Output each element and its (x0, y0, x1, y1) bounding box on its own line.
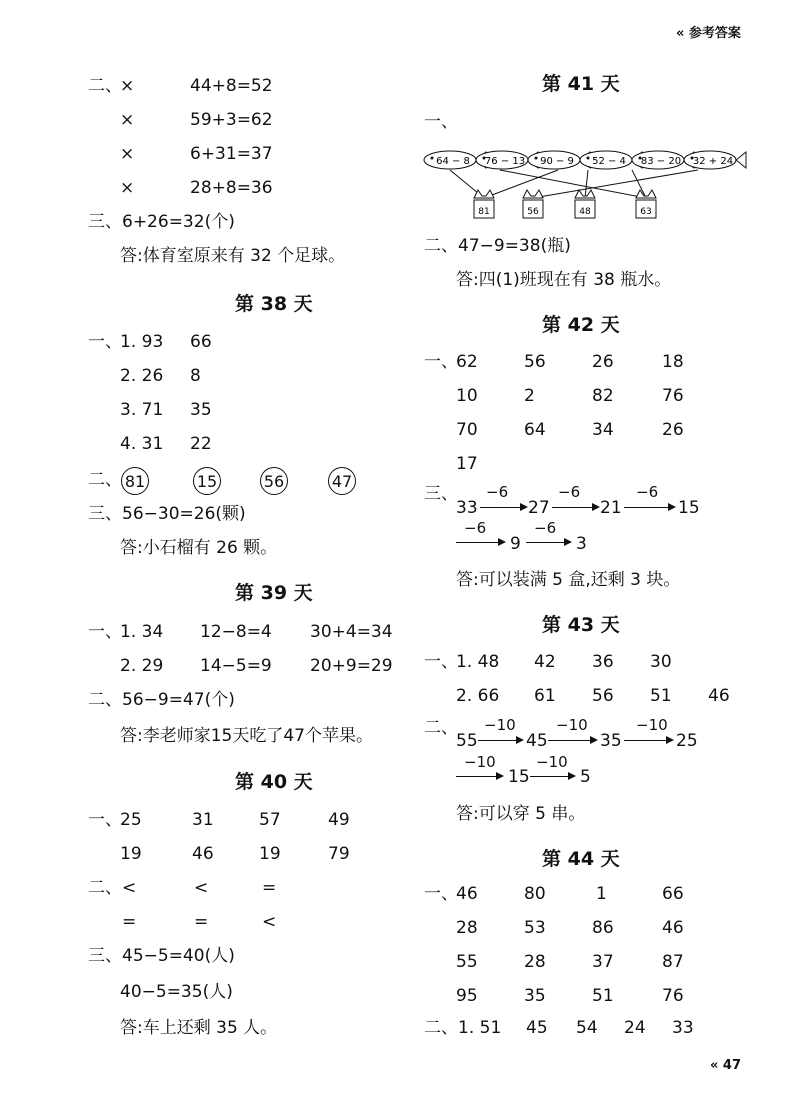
d40-san1: 三、45−5=40(人) (88, 946, 235, 966)
chain-arrow (456, 776, 502, 777)
d44-cell: 37 (592, 952, 614, 972)
d40-yi-cell: 19 (120, 844, 142, 864)
d38-er-label: 二、 (88, 470, 122, 490)
chain-value: 27 (528, 498, 550, 518)
d44-cell: 76 (662, 986, 684, 1006)
d44-cell: 86 (592, 918, 614, 938)
d44-cell: 28 (524, 952, 546, 972)
d39-b: 14−5=9 (200, 656, 272, 676)
d38-yi-a: 2. 26 (120, 366, 164, 386)
d39-yi-label: 一、 (88, 622, 122, 642)
day-42-title: 第 42 天 (542, 314, 620, 336)
d42-san-label: 三、 (424, 484, 458, 504)
d38-yi-label: 一、 (88, 332, 122, 352)
d44-er-cell: 33 (672, 1018, 694, 1038)
d44-cell: 35 (524, 986, 546, 1006)
cat-icon (636, 190, 656, 218)
fish-label: 32 + 24 (692, 156, 734, 167)
d44-cell: 55 (456, 952, 478, 972)
d42-cell: 34 (592, 420, 614, 440)
d41-answer: 答:四(1)班现在有 38 瓶水。 (456, 270, 672, 290)
d43-cell: 56 (592, 686, 614, 706)
cat-label: 48 (579, 207, 591, 217)
circled-number: 15 (193, 467, 221, 495)
chain-operator: −6 (636, 483, 659, 501)
d40-er-label: 二、 (88, 878, 122, 898)
d43-cell: 46 (708, 686, 730, 706)
d40-yi-cell: 31 (192, 810, 214, 830)
d38-yi-b: 22 (190, 434, 212, 454)
chain-operator: −10 (536, 753, 568, 771)
d37-er-mark: × (120, 76, 135, 96)
circled-number: 56 (260, 467, 288, 495)
d38-yi-a: 1. 93 (120, 332, 164, 352)
fish-label: 52 − 4 (592, 156, 626, 167)
chain-operator: −6 (486, 483, 509, 501)
chain-arrow (456, 542, 504, 543)
d44-cell: 87 (662, 952, 684, 972)
chain-arrow (552, 507, 598, 508)
d40-yi-cell: 57 (259, 810, 281, 830)
d44-er-cell: 54 (576, 1018, 598, 1038)
chain-arrow (624, 740, 672, 741)
chain-value: 33 (456, 498, 478, 518)
d42-yi-label: 一、 (424, 352, 458, 372)
fish-label: 90 − 9 (540, 156, 574, 167)
d39-c: 30+4=34 (310, 622, 393, 642)
d40-yi-cell: 25 (120, 810, 142, 830)
d37-answer: 答:体育室原来有 32 个足球。 (120, 246, 346, 266)
day-39-title: 第 39 天 (235, 582, 313, 604)
chain-operator: −10 (484, 716, 516, 734)
page-number: « 47 (710, 1058, 742, 1073)
chain-operator: −6 (558, 483, 581, 501)
chain-value: 45 (526, 731, 548, 751)
d41-yi-label: 一、 (424, 112, 458, 132)
d42-cell: 62 (456, 352, 478, 372)
d44-cell: 51 (592, 986, 614, 1006)
cat-label: 63 (640, 207, 652, 217)
day-43-title: 第 43 天 (542, 614, 620, 636)
d40-san2: 40−5=35(人) (120, 982, 233, 1002)
d44-cell: 95 (456, 986, 478, 1006)
d37-er-mark: × (120, 144, 135, 164)
chain-operator: −10 (556, 716, 588, 734)
fish-cat-matching-diagram (420, 140, 750, 230)
d42-cell: 56 (524, 352, 546, 372)
d38-yi-b: 8 (190, 366, 201, 386)
d44-er: 二、1. 51 (424, 1018, 502, 1038)
d37-er-mark: × (120, 178, 135, 198)
cat-icon (474, 190, 494, 218)
chain-value: 9 (510, 534, 521, 554)
d43-cell: 30 (650, 652, 672, 672)
d38-yi-a: 3. 71 (120, 400, 164, 420)
d37-er-eq: 59+3=62 (190, 110, 273, 130)
d40-er-cell: = (122, 912, 137, 932)
chain-operator: −10 (464, 753, 496, 771)
fish-label: 64 − 8 (436, 156, 470, 167)
d43-yi-label: 一、 (424, 652, 458, 672)
d37-er-eq: 6+31=37 (190, 144, 273, 164)
d38-answer: 答:小石榴有 26 颗。 (120, 538, 278, 558)
d44-cell: 28 (456, 918, 478, 938)
d37-er-eq: 28+8=36 (190, 178, 273, 198)
d39-answer: 答:李老师家15天吃了47个苹果。 (120, 726, 373, 746)
d44-er-cell: 24 (624, 1018, 646, 1038)
chain-arrow (526, 542, 570, 543)
d38-san: 三、56−30=26(颗) (88, 504, 246, 524)
chain-arrow (478, 740, 522, 741)
day-38-title: 第 38 天 (235, 293, 313, 315)
chain-arrow (480, 507, 526, 508)
chain-arrow (548, 740, 596, 741)
d40-yi-label: 一、 (88, 810, 122, 830)
d42-cell: 2 (524, 386, 535, 406)
chain-value: 15 (678, 498, 700, 518)
chain-value: 55 (456, 731, 478, 751)
d42-cell: 17 (456, 454, 478, 474)
chain-value: 5 (580, 767, 591, 787)
d43-cell: 61 (534, 686, 556, 706)
d42-cell: 26 (592, 352, 614, 372)
d44-cell: 80 (524, 884, 546, 904)
d44-yi-label: 一、 (424, 884, 458, 904)
day-41-title: 第 41 天 (542, 73, 620, 95)
d43-cell: 2. 66 (456, 686, 500, 706)
chain-value: 35 (600, 731, 622, 751)
d40-yi-cell: 19 (259, 844, 281, 864)
d38-yi-b: 35 (190, 400, 212, 420)
d44-cell: 46 (662, 918, 684, 938)
chain-value: 3 (576, 534, 587, 554)
section-label: « 参考答案 (676, 26, 741, 41)
d39-a: 1. 34 (120, 622, 164, 642)
d40-er-cell: < (122, 878, 137, 898)
d40-answer: 答:车上还剩 35 人。 (120, 1018, 278, 1038)
d39-b: 12−8=4 (200, 622, 272, 642)
circled-number: 47 (328, 467, 356, 495)
d43-cell: 42 (534, 652, 556, 672)
d40-er-cell: = (194, 912, 209, 932)
cat-label: 56 (527, 207, 539, 217)
d37-er-mark: × (120, 110, 135, 130)
d43-cell: 1. 48 (456, 652, 500, 672)
d40-er-cell: = (262, 878, 277, 898)
d40-yi-cell: 79 (328, 844, 350, 864)
d42-cell: 64 (524, 420, 546, 440)
d39-c: 20+9=29 (310, 656, 393, 676)
d38-yi-b: 66 (190, 332, 212, 352)
circled-number: 81 (121, 467, 149, 495)
cat-label: 81 (478, 207, 490, 217)
day-44-title: 第 44 天 (542, 848, 620, 870)
day-40-title: 第 40 天 (235, 771, 313, 793)
d37-er-eq: 44+8=52 (190, 76, 273, 96)
d37-er-label: 二、 (88, 76, 122, 96)
d44-cell: 46 (456, 884, 478, 904)
d43-cell: 51 (650, 686, 672, 706)
d42-cell: 10 (456, 386, 478, 406)
d43-answer: 答:可以穿 5 串。 (456, 804, 586, 824)
chain-operator: −10 (636, 716, 668, 734)
d42-cell: 26 (662, 420, 684, 440)
chain-operator: −6 (534, 519, 557, 537)
chain-arrow (530, 776, 574, 777)
chain-value: 25 (676, 731, 698, 751)
fish-label: 76 − 13 (484, 156, 526, 167)
d42-cell: 18 (662, 352, 684, 372)
d43-cell: 36 (592, 652, 614, 672)
d44-cell: 1 (596, 884, 607, 904)
d40-er-cell: < (262, 912, 277, 932)
d41-er: 二、47−9=38(瓶) (424, 236, 571, 256)
cat-icon (523, 190, 543, 218)
d40-er-cell: < (194, 878, 209, 898)
d43-er-label: 二、 (424, 718, 458, 738)
d44-er-cell: 45 (526, 1018, 548, 1038)
chain-operator: −6 (464, 519, 487, 537)
d39-er: 二、56−9=47(个) (88, 690, 235, 710)
d38-yi-a: 4. 31 (120, 434, 164, 454)
d42-cell: 76 (662, 386, 684, 406)
chain-arrow (624, 507, 674, 508)
d44-cell: 66 (662, 884, 684, 904)
d37-san: 三、6+26=32(个) (88, 212, 235, 232)
d40-yi-cell: 46 (192, 844, 214, 864)
d42-cell: 82 (592, 386, 614, 406)
chain-value: 15 (508, 767, 530, 787)
chain-value: 21 (600, 498, 622, 518)
d42-answer: 答:可以装满 5 盒,还剩 3 块。 (456, 570, 681, 590)
d40-yi-cell: 49 (328, 810, 350, 830)
fish-label: 83 − 20 (640, 156, 682, 167)
d44-cell: 53 (524, 918, 546, 938)
d42-cell: 70 (456, 420, 478, 440)
fish-icon (684, 151, 746, 169)
d39-a: 2. 29 (120, 656, 164, 676)
